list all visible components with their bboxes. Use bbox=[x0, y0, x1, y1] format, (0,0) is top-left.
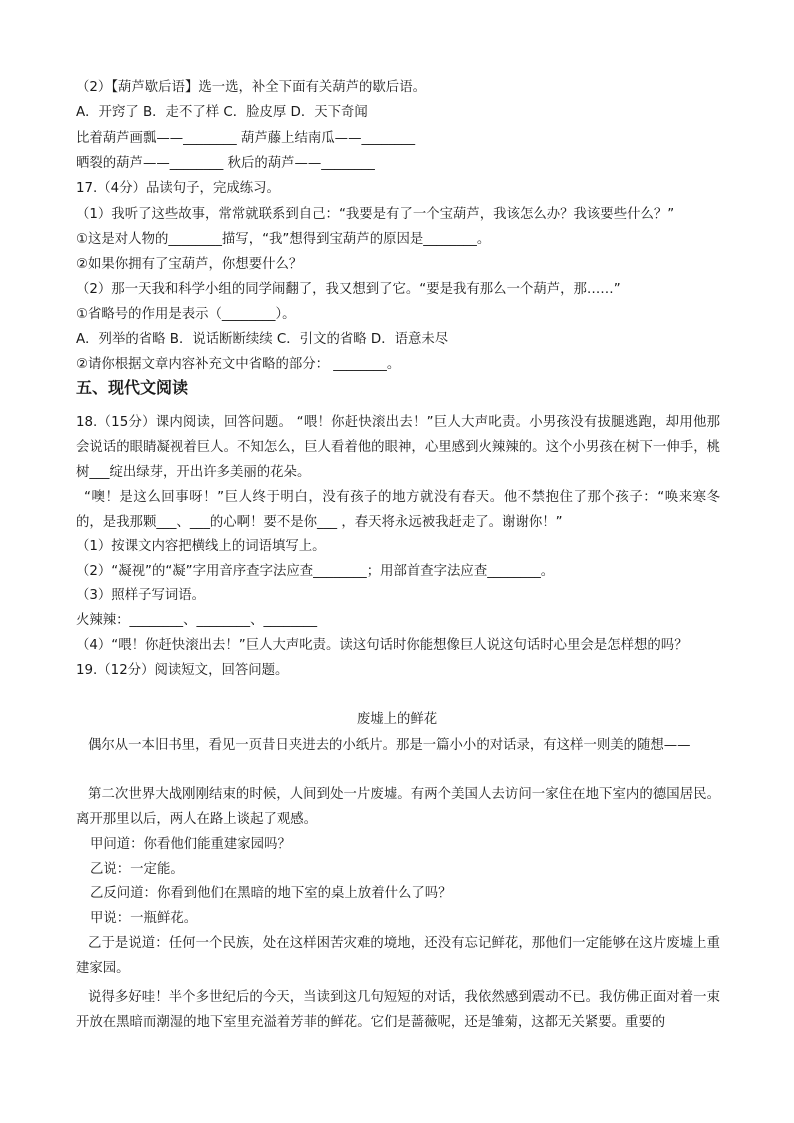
q17-sub2-options: A．列举的省略 B．说话断断续续 C．引文的省略 D．语意未尽 bbox=[76, 332, 449, 347]
q17-header: 17.（4分）品读句子，完成练习。 bbox=[76, 181, 280, 196]
passage-paragraph-3: 乙于是说道：任何一个民族，处在这样困苦灾难的境地，还没有忘记鲜花，那他们一定能够在这片废墟上重建家园。 bbox=[76, 936, 720, 976]
q18-sub3-example: 火辣辣：________、________、________ bbox=[76, 613, 318, 628]
q18-paragraph-2: “噢！是这么回事呀！”巨人终于明白，没有孩子的地方就没有春天。他不禁抱住了那个孩子：“唤来寒冬的，是我那颗___、___的心啊！要不是你___ ，春天将永远被我赶走了。谢谢你！” bbox=[76, 490, 720, 530]
q18-sub2: （2）“凝视”的“凝”字用音序查字法应查________；用部首查字法应查________。 bbox=[76, 564, 555, 579]
q18-sub1: （1）按课文内容把横线上的词语填写上。 bbox=[76, 539, 326, 554]
q16-2-row2: 晒裂的葫芦——________ 秋后的葫芦——________ bbox=[76, 156, 375, 171]
dialogue-line-3: 乙反问道：你看到他们在黑暗的地下室的桌上放着什么了吗？ bbox=[90, 886, 452, 901]
passage-paragraph-2: 第二次世界大战刚刚结束的时候，人间到处一片废墟。有两个美国人去访问一家住在地下室内的德国居民。离开那里以后，两人在路上谈起了观感。 bbox=[76, 787, 720, 827]
q16-2-options: A．开窍了 B．走不了样 C．脸皮厚 D．天下奇闻 bbox=[76, 105, 368, 120]
dialogue-line-1: 甲问道：你看他们能重建家园吗？ bbox=[90, 837, 291, 852]
q16-2-row1: 比着葫芦画瓢——________ 葫芦藤上结南瓜——________ bbox=[76, 131, 416, 146]
q18-paragraph-1: 18.（15分）课内阅读，回答问题。 “喂！你赶快滚出去！”巨人大声叱责。小男孩没有拔腿逃跑，却用他那会说话的眼睛凝视着巨人。不知怎么，巨人看着他的眼神，心里感到火辣辣的。这个小男孩在树下一伸手，桃树___绽出绿芽，开出许多美丽的花朵。 bbox=[76, 415, 720, 480]
dialogue-line-2: 乙说：一定能。 bbox=[90, 862, 184, 877]
passage-paragraph-4: 说得多好哇！半个多世纪后的今天，当读到这几句短短的对话，我依然感到震动不已。我仿佛正面对着一束开放在黑暗而潮湿的地下室里充溢着芳菲的鲜花。它们是蔷薇呢，还是雏菊，这都无关紧要。重要的 bbox=[76, 990, 720, 1030]
dialogue-line-4: 甲说：一瓶鲜花。 bbox=[90, 911, 198, 926]
q18-sub3: （3）照样子写词语。 bbox=[76, 588, 206, 603]
passage-title: 废墟上的鲜花 bbox=[356, 712, 438, 727]
passage-paragraph-1: 偶尔从一本旧书里，看见一页昔日夹进去的小纸片。那是一篇小小的对话录，有这样一则美的随想—— bbox=[88, 738, 691, 753]
q19-header: 19.（12分）阅读短文，回答问题。 bbox=[76, 663, 289, 678]
q16-2-prompt: （2）【葫芦歇后语】选一选，补全下面有关葫芦的歇后语。 bbox=[76, 80, 426, 95]
q17-sub2-b: ②请你根据文章内容补充文中省略的部分： ________。 bbox=[76, 357, 401, 372]
q18-sub4: （4）“喂！你赶快滚出去！”巨人大声叱责。读这句话时你能想像巨人说这句话时心里会是怎样想的吗？ bbox=[76, 638, 688, 653]
q17-sub2: （2）那一天我和科学小组的同学闹翻了，我又想到了它。“要是我有那么一个葫芦，那……” bbox=[76, 282, 621, 297]
q17-sub1: （1）我听了这些故事，常常就联系到自己：“我要是有了一个宝葫芦，我该怎么办？我该要些什么？” bbox=[76, 207, 675, 222]
q17-sub1-b: ②如果你拥有了宝葫芦，你想要什么？ bbox=[76, 257, 303, 272]
q17-sub2-a: ①省略号的作用是表示（________）。 bbox=[76, 307, 296, 322]
q17-sub1-a: ①这是对人物的________描写，“我”想得到宝葫芦的原因是________。 bbox=[76, 232, 491, 247]
section-five-heading: 五、现代文阅读 bbox=[76, 378, 189, 397]
